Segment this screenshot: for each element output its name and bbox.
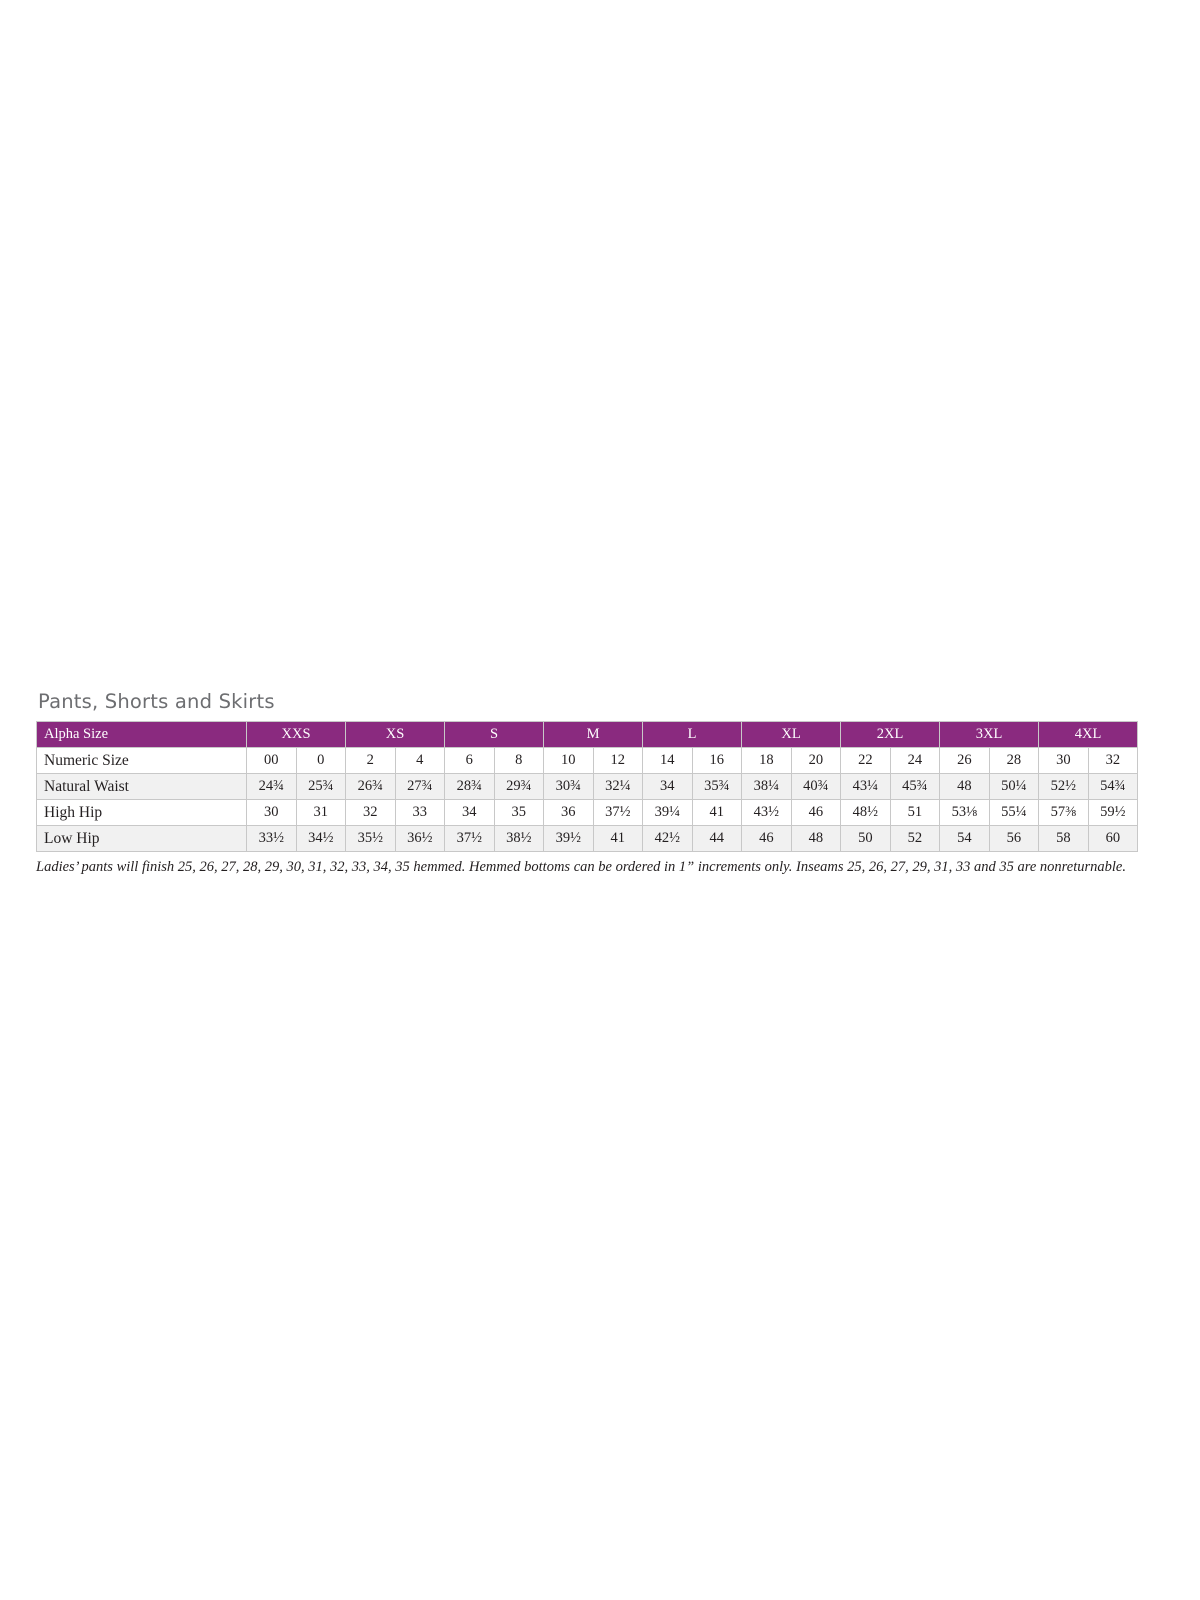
cell: 39½ bbox=[544, 826, 594, 852]
cell: 45¾ bbox=[890, 774, 940, 800]
table-row bbox=[37, 774, 1138, 800]
cell: 38½ bbox=[494, 826, 544, 852]
header-size-xs: XS bbox=[346, 722, 445, 748]
cell: 58 bbox=[1039, 826, 1089, 852]
cell: 55¼ bbox=[989, 800, 1039, 826]
cell: 43½ bbox=[742, 800, 792, 826]
cell: 6 bbox=[445, 748, 495, 774]
header-size-2xl: 2XL bbox=[841, 722, 940, 748]
cell: 50¼ bbox=[989, 774, 1039, 800]
cell: 30¾ bbox=[544, 774, 594, 800]
header-size-xl: XL bbox=[742, 722, 841, 748]
header-size-3xl: 3XL bbox=[940, 722, 1039, 748]
cell: 36½ bbox=[395, 826, 445, 852]
cell: 60 bbox=[1088, 826, 1138, 852]
cell: 48 bbox=[940, 774, 990, 800]
size-chart-block bbox=[36, 690, 1164, 877]
cell: 41 bbox=[692, 800, 742, 826]
cell: 38¼ bbox=[742, 774, 792, 800]
cell: 37½ bbox=[593, 800, 643, 826]
row-label-numeric-size: Numeric Size bbox=[37, 748, 247, 774]
cell: 30 bbox=[1039, 748, 1089, 774]
cell: 16 bbox=[692, 748, 742, 774]
cell: 35¾ bbox=[692, 774, 742, 800]
cell: 41 bbox=[593, 826, 643, 852]
cell: 43¼ bbox=[841, 774, 891, 800]
page-title: Pants, Shorts and Skirts bbox=[38, 690, 275, 713]
table-body bbox=[37, 748, 1138, 852]
cell: 30 bbox=[247, 800, 297, 826]
cell: 46 bbox=[791, 800, 841, 826]
cell: 25¾ bbox=[296, 774, 346, 800]
cell: 27¾ bbox=[395, 774, 445, 800]
header-size-m: M bbox=[544, 722, 643, 748]
table-row bbox=[37, 800, 1138, 826]
header-row bbox=[37, 722, 1138, 748]
cell: 29¾ bbox=[494, 774, 544, 800]
table-row bbox=[37, 748, 1138, 774]
cell: 26 bbox=[940, 748, 990, 774]
cell: 24¾ bbox=[247, 774, 297, 800]
row-label-low-hip: Low Hip bbox=[37, 826, 247, 852]
cell: 52½ bbox=[1039, 774, 1089, 800]
cell: 37½ bbox=[445, 826, 495, 852]
row-label-high-hip: High Hip bbox=[37, 800, 247, 826]
footnote: Ladies’ pants will finish 25, 26, 27, 28, 29, 30, 31, 32, 33, 34, 35 hemmed. Hemmed bottoms can be ordered in 1” increments only. Inseams 25, 26, 27, 29, 31, 33 and 35 are nonreturnable. bbox=[36, 859, 1126, 875]
cell: 40¾ bbox=[791, 774, 841, 800]
cell: 57⅜ bbox=[1039, 800, 1089, 826]
cell: 31 bbox=[296, 800, 346, 826]
cell: 22 bbox=[841, 748, 891, 774]
cell: 42½ bbox=[643, 826, 693, 852]
cell: 32¼ bbox=[593, 774, 643, 800]
cell: 53⅛ bbox=[940, 800, 990, 826]
table-header bbox=[37, 722, 1138, 748]
cell: 00 bbox=[247, 748, 297, 774]
header-size-s: S bbox=[445, 722, 544, 748]
cell: 18 bbox=[742, 748, 792, 774]
cell: 44 bbox=[692, 826, 742, 852]
row-label-natural-waist: Natural Waist bbox=[37, 774, 247, 800]
cell: 52 bbox=[890, 826, 940, 852]
cell: 48½ bbox=[841, 800, 891, 826]
cell: 39¼ bbox=[643, 800, 693, 826]
cell: 20 bbox=[791, 748, 841, 774]
cell: 8 bbox=[494, 748, 544, 774]
cell: 35 bbox=[494, 800, 544, 826]
cell: 0 bbox=[296, 748, 346, 774]
cell: 32 bbox=[1088, 748, 1138, 774]
cell: 54 bbox=[940, 826, 990, 852]
cell: 14 bbox=[643, 748, 693, 774]
cell: 48 bbox=[791, 826, 841, 852]
cell: 32 bbox=[346, 800, 396, 826]
cell: 46 bbox=[742, 826, 792, 852]
cell: 33½ bbox=[247, 826, 297, 852]
cell: 59½ bbox=[1088, 800, 1138, 826]
cell: 34½ bbox=[296, 826, 346, 852]
cell: 50 bbox=[841, 826, 891, 852]
cell: 28¾ bbox=[445, 774, 495, 800]
cell: 4 bbox=[395, 748, 445, 774]
cell: 56 bbox=[989, 826, 1039, 852]
header-size-xxs: XXS bbox=[247, 722, 346, 748]
header-size-4xl: 4XL bbox=[1039, 722, 1138, 748]
cell: 51 bbox=[890, 800, 940, 826]
table-row bbox=[37, 826, 1138, 852]
cell: 28 bbox=[989, 748, 1039, 774]
cell: 2 bbox=[346, 748, 396, 774]
cell: 12 bbox=[593, 748, 643, 774]
cell: 10 bbox=[544, 748, 594, 774]
cell: 36 bbox=[544, 800, 594, 826]
header-alpha-size: Alpha Size bbox=[37, 722, 247, 748]
header-size-l: L bbox=[643, 722, 742, 748]
cell: 33 bbox=[395, 800, 445, 826]
cell: 34 bbox=[445, 800, 495, 826]
cell: 35½ bbox=[346, 826, 396, 852]
cell: 24 bbox=[890, 748, 940, 774]
cell: 34 bbox=[643, 774, 693, 800]
cell: 26¾ bbox=[346, 774, 396, 800]
cell: 54¾ bbox=[1088, 774, 1138, 800]
size-chart-table bbox=[36, 721, 1138, 852]
